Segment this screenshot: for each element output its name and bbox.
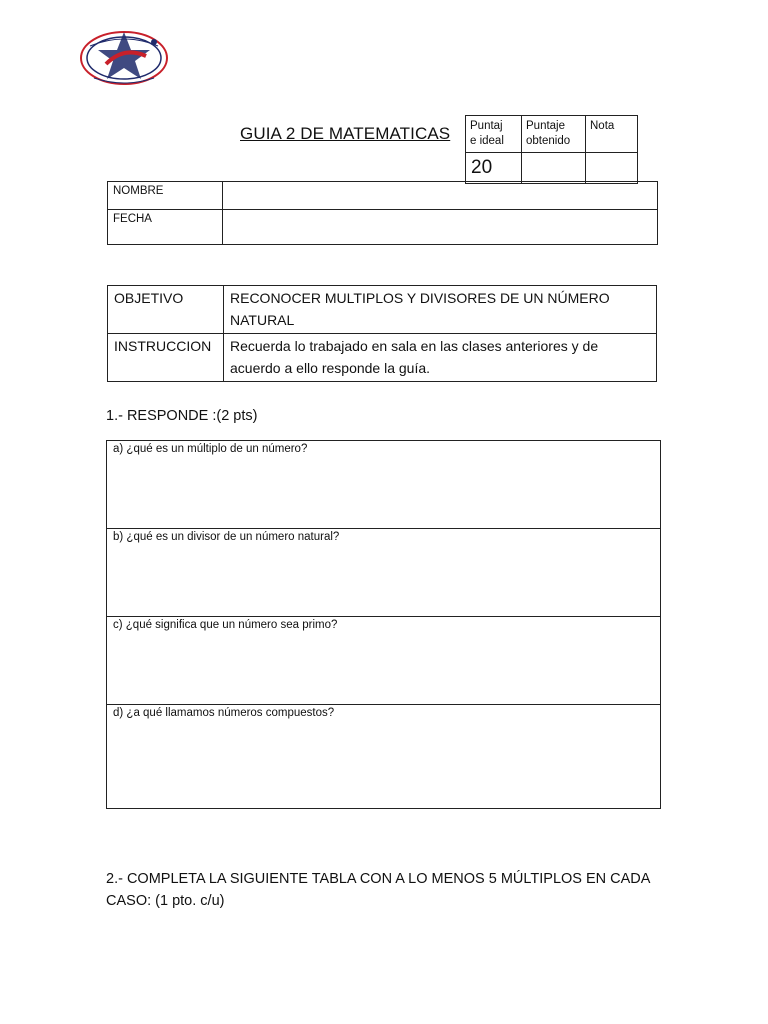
question-d[interactable]: d) ¿a qué llamamos números compuestos? <box>107 705 661 809</box>
page-title: GUIA 2 DE MATEMATICAS <box>240 124 451 143</box>
section2-heading: 2.- COMPLETA LA SIGUIENTE TABLA CON A LO MENOS 5 MÚLTIPLOS EN CADA CASO: (1 pto. c/u) <box>106 871 650 909</box>
obtained-score-header: Puntaje obtenido <box>522 116 586 153</box>
questions-table <box>106 440 661 809</box>
question-c[interactable]: c) ¿qué significa que un número sea primo? <box>107 617 661 705</box>
school-logo <box>76 26 172 90</box>
grade-header: Nota <box>586 116 638 153</box>
instruction-label: INSTRUCCION <box>108 334 224 382</box>
objective-table <box>107 285 657 382</box>
objective-label: OBJETIVO <box>108 286 224 334</box>
question-b[interactable]: b) ¿qué es un divisor de un número natural? <box>107 529 661 617</box>
ideal-score-header: Puntaj e ideal <box>466 116 522 153</box>
name-field[interactable] <box>223 182 658 210</box>
objective-text: RECONOCER MULTIPLOS Y DIVISORES DE UN NÚMERO NATURAL <box>224 286 657 334</box>
date-label: FECHA <box>108 210 223 245</box>
section1-heading: 1.- RESPONDE :(2 pts) <box>106 408 258 424</box>
date-field[interactable] <box>223 210 658 245</box>
grade-field[interactable] <box>586 153 638 184</box>
question-a[interactable]: a) ¿qué es un múltiplo de un número? <box>107 441 661 529</box>
name-label: NOMBRE <box>108 182 223 210</box>
obtained-score-field[interactable] <box>522 153 586 184</box>
instruction-text: Recuerda lo trabajado en sala en las clases anteriores y de acuerdo a ello responde la guía. <box>224 334 657 382</box>
student-info-table <box>107 181 658 245</box>
school-crest-star-logo-icon <box>76 26 172 90</box>
score-table <box>465 115 638 184</box>
ideal-score-value: 20 <box>466 153 522 184</box>
